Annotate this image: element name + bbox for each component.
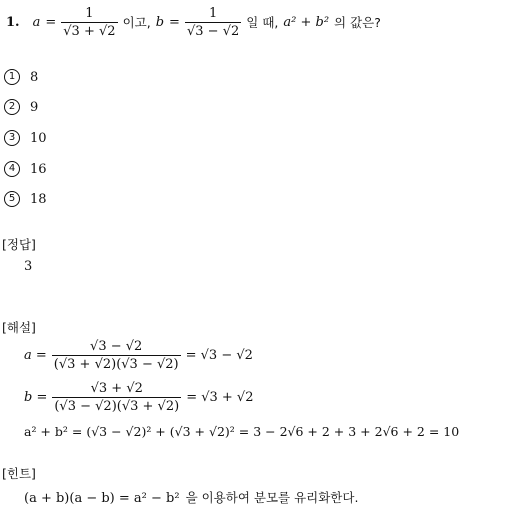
choice-value: 16 [30, 161, 47, 177]
choice-1[interactable] [4, 69, 38, 85]
choice-value: 8 [30, 69, 39, 85]
question-number: 1. [6, 14, 20, 30]
choice-value: 9 [30, 99, 39, 115]
fraction-a [61, 5, 117, 40]
fraction-a-numerator: 1 [85, 5, 94, 21]
hint-line [24, 488, 358, 506]
line-b-denominator: (√3 − √2)(√3 + √2) [54, 399, 180, 414]
answer-label: [정답] [2, 237, 36, 252]
fraction-b-denominator: √3 − √2 [186, 23, 240, 39]
hint-formula: (a + b)(a − b) = a² − b² [24, 491, 180, 506]
fraction-b [185, 5, 241, 40]
line-b-lhs: b = [24, 390, 48, 405]
line-a-fraction [52, 338, 181, 373]
line-b-numerator: √3 + √2 [90, 381, 143, 396]
answer-value: 3 [24, 259, 33, 274]
choice-4[interactable] [4, 161, 47, 177]
explanation-line-b [24, 380, 253, 415]
line-a-rhs: = √3 − √2 [185, 348, 253, 363]
choice-marker: 5 [4, 191, 20, 207]
choice-3[interactable] [4, 130, 47, 146]
text-and: 이고, [122, 15, 151, 30]
line-b-fraction [52, 380, 181, 415]
text-value: 의 값은? [334, 15, 381, 30]
fraction-a-denominator: √3 + √2 [63, 23, 116, 39]
choice-marker: 4 [4, 161, 20, 177]
hint-label: [힌트] [2, 466, 36, 481]
question-tail: a² + b² [283, 14, 330, 30]
line-a-denominator: (√3 + √2)(√3 − √2) [53, 357, 179, 372]
text-when: 일 때, [246, 15, 279, 30]
line-a-numerator: √3 − √2 [90, 339, 143, 354]
line-a-lhs: a = [24, 348, 47, 363]
equals-sign-b: = [169, 14, 180, 30]
line-b-rhs: = √3 + √2 [186, 390, 254, 405]
choice-value: 18 [30, 191, 47, 207]
var-a: a [32, 14, 41, 30]
var-b: b [155, 14, 165, 30]
explanation-label: [해설] [2, 320, 36, 335]
explanation-line-a [24, 338, 253, 373]
choice-2[interactable] [4, 99, 38, 115]
explanation-line-c: a² + b² = (√3 − √2)² + (√3 + √2)² = 3 − 2√6 + 2 + 3 + 2√6 + 2 = 10 [24, 424, 460, 439]
choice-value: 10 [30, 130, 47, 146]
choice-marker: 2 [4, 99, 20, 115]
choice-5[interactable] [4, 191, 47, 207]
hint-text: 을 이용하여 분모를 유리화한다. [185, 490, 359, 505]
choice-marker: 1 [4, 69, 20, 85]
equals-sign: = [45, 14, 57, 30]
choice-marker: 3 [4, 130, 20, 146]
fraction-b-numerator: 1 [208, 5, 218, 21]
question-line [6, 4, 381, 40]
